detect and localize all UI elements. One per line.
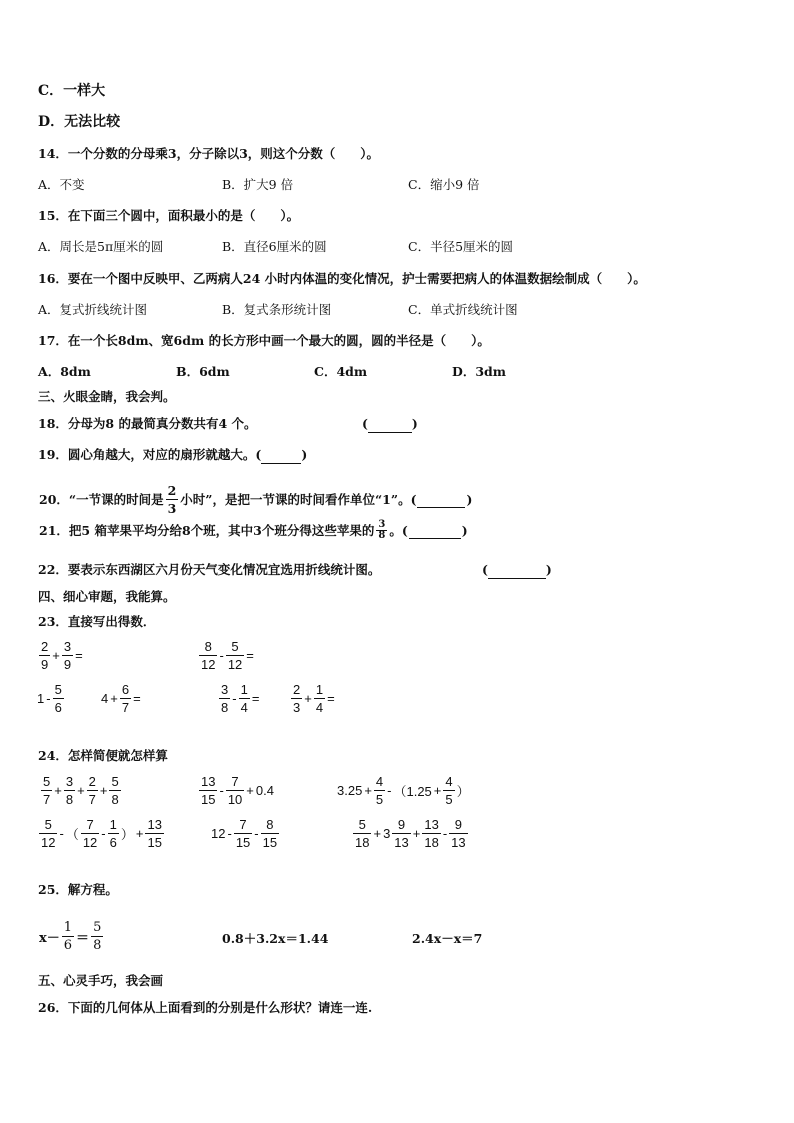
open-paren: ( (362, 416, 368, 431)
question-24: 24．怎样简便就怎样算 (38, 748, 168, 763)
section-heading-4: 四、细心审题，我能算。 (38, 589, 176, 604)
question-18: 18．分母为8 的最简真分数共有4 个。 (38, 416, 257, 431)
q21-text-post: 。( (389, 522, 408, 538)
q23-expression-4: 4 + $\frac{6}{7}$ = (101, 682, 141, 715)
close-paren: ) (461, 522, 468, 538)
question-21 (38, 520, 469, 541)
question-25: 25．解方程。 (38, 882, 118, 897)
q25-equation-3: 2.4x－x＝7 (412, 931, 483, 946)
q21-text-pre: 21．把5 箱苹果平均分给8个班，其中3个班分得这些苹果的 (39, 522, 375, 538)
question-17: 17．在一个长8dm、宽6dm 的长方形中画一个最大的圆，圆的半径是（ ）。 (38, 333, 490, 348)
q16-option-a: A．复式折线统计图 (38, 302, 148, 317)
q17-option-b: B．6dm (176, 364, 230, 379)
q24-expression-2: $\frac{13}{15}$ - $\frac{7}{10}$ + 0.4 (201, 774, 274, 807)
q20-text-post: 小时”，是把一节课的时间看作单位“1”。( (180, 491, 417, 507)
close-paren: ) (545, 562, 552, 577)
q24-expression-1: $\frac{5}{7}$ + $\frac{3}{8}$ + $\frac{2}{7}$ + $\frac{5}{8}$ (43, 774, 119, 807)
close-paren: ) (411, 416, 418, 431)
question-20 (38, 482, 473, 517)
q19-answer-blank[interactable] (261, 447, 301, 464)
q20-fraction: $\frac{2}{3}$ (167, 483, 177, 516)
q14-option-c: C．缩小9 倍 (408, 177, 480, 192)
q16-option-b: B．复式条形统计图 (222, 302, 332, 317)
question-22: 22．要表示东西湖区六月份天气变化情况宜选用折线统计图。 (38, 562, 381, 577)
q23-expression-5: $\frac{3}{8}$ - $\frac{1}{4}$ = (221, 682, 260, 715)
open-paren: ( (482, 562, 488, 577)
q25-equation-1: x－ $\frac{1}{6}$ ＝ $\frac{5}{8}$ (39, 920, 102, 953)
section-heading-3: 三、火眼金睛，我会判。 (38, 389, 176, 404)
question-14: 14．一个分数的分母乘3，分子除以3，则这个分数（ ）。 (38, 146, 380, 161)
q25-equation-2: 0.8＋3.2x＝1.44 (222, 931, 329, 946)
q24-expression-5: 12 - $\frac{7}{15}$ - $\frac{8}{15}$ (211, 817, 278, 850)
q17-option-c: C．4dm (314, 364, 368, 379)
q22-answer-blank[interactable] (482, 562, 552, 579)
q24-expression-4: $\frac{5}{12}$ - （ $\frac{7}{12}$ - $\frac{1}{6}$ ） + $\frac{13}{15}$ (41, 817, 162, 850)
q17-option-d: D．3dm (452, 364, 507, 379)
q18-answer-blank[interactable] (362, 416, 418, 433)
section-heading-5: 五、心灵手巧，我会画 (38, 973, 164, 988)
q24-expression-6: $\frac{5}{18}$ + 3 $\frac{9}{13}$ + $\frac{13}{18}$ - $\frac{9}{13}$ (355, 817, 466, 850)
q23-expression-6: $\frac{2}{3}$ + $\frac{1}{4}$ = (293, 682, 335, 715)
q23-expression-2: $\frac{8}{12}$ - $\frac{5}{12}$ = (201, 639, 254, 672)
question-26: 26．下面的几何体从上面看到的分别是什么形状？请连一连. (38, 1000, 373, 1015)
option-d: D．无法比较 (38, 114, 121, 130)
q15-option-c: C．半径5厘米的圆 (408, 239, 514, 254)
q21-fraction: $\frac{3}{8}$ (378, 519, 386, 541)
close-paren: ) (301, 447, 308, 462)
q20-text-pre: 20．“一节课的时间是 (39, 491, 164, 507)
question-15: 15．在下面三个圆中，面积最小的是（ ）。 (38, 208, 300, 223)
q23-expression-1: $\frac{2}{9}$ + $\frac{3}{9}$ = (41, 639, 83, 672)
question-19 (38, 447, 307, 464)
q19-text: 19．圆心角越大，对应的扇形就越大。( (38, 447, 262, 462)
q23-expression-3: 1 - $\frac{5}{6}$ (37, 682, 62, 715)
question-16: 16．要在一个图中反映甲、乙两病人24 小时内体温的变化情况，护士需要把病人的体温数据绘制成（ ）。 (38, 271, 646, 286)
q20-answer-blank[interactable] (417, 491, 465, 508)
q15-option-a: A．周长是5π厘米的圆 (38, 239, 164, 254)
q17-option-a: A．8dm (38, 364, 91, 379)
q14-option-b: B．扩大9 倍 (222, 177, 294, 192)
q14-option-a: A．不变 (38, 177, 85, 192)
close-paren: ) (466, 491, 473, 507)
q16-option-c: C．单式折线统计图 (408, 302, 518, 317)
question-23: 23．直接写出得数． (38, 614, 156, 629)
q15-option-b: B．直径6厘米的圆 (222, 239, 327, 254)
q21-answer-blank[interactable] (409, 522, 461, 539)
q24-expression-3: 3.25 + $\frac{4}{5}$ - （1.25 + $\frac{4}{5}$ ） (337, 774, 470, 807)
option-c: C．一样大 (38, 83, 106, 99)
